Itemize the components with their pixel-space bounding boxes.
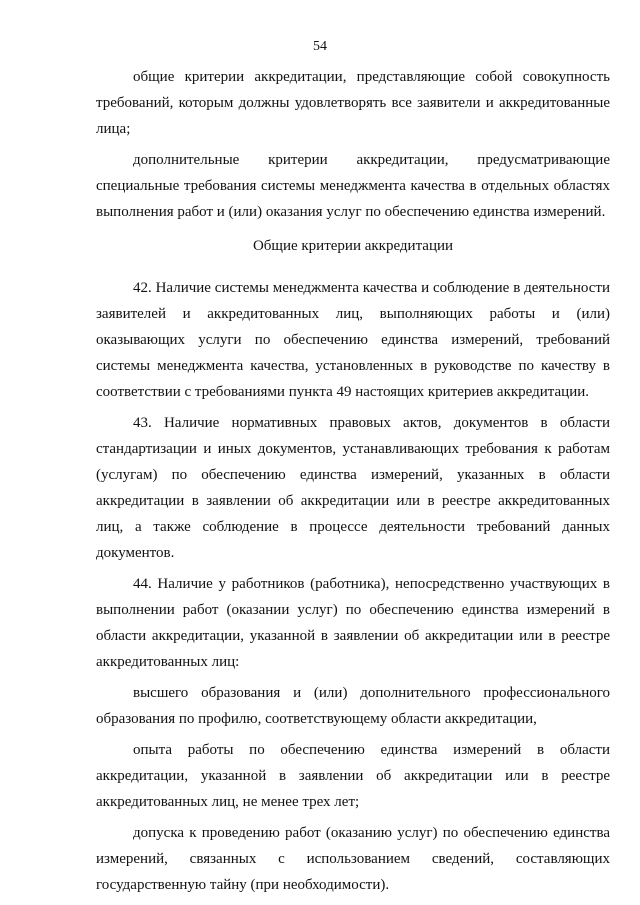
paragraph-higher-education: высшего образования и (или) дополнительного профессионального образования по профилю, соответствующему области аккредитации, xyxy=(96,685,610,727)
paragraph-item-43: 43. Наличие нормативных правовых актов, документов в области стандартизации и иных документов, устанавливающих требования к работам (услугам) по обеспечению единства измерений, указанных в области аккредитации в заявлении об аккредитации или в реестре аккредитованных лиц, а также соблюдение в процессе деятельности требований данных документов. xyxy=(96,415,610,561)
paragraph-work-experience: опыта работы по обеспечению единства измерений в области аккредитации, указанной в заявлении об аккредитации или в реестре аккредитованных лиц, не менее трех лет; xyxy=(96,742,610,810)
paragraph-clearance: допуска к проведению работ (оказанию услуг) по обеспечению единства измерений, связанных с использованием сведений, составляющих государственную тайну (при необходимости). xyxy=(96,825,610,893)
paragraph-item-44: 44. Наличие у работников (работника), непосредственно участвующих в выполнении работ (оказании услуг) по обеспечению единства измерений в области аккредитации, указанной в заявлении об аккредитации или в реестре аккредитованных лиц: xyxy=(96,576,610,670)
paragraph-additional-criteria: дополнительные критерии аккредитации, предусматривающие специальные требования системы менеджмента качества в отдельных областях выполнения работ и (или) оказания услуг по обеспечению единства измерений. xyxy=(96,152,610,220)
paragraph-item-42: 42. Наличие системы менеджмента качества и соблюдение в деятельности заявителей и аккредитованных лиц, выполняющих работы и (или) оказывающих услуги по обеспечению единства измерений, требований системы менеджмента качества, установленных в руководстве по качеству в соответствии с требованиями пункта 49 настоящих критериев аккредитации. xyxy=(96,280,610,400)
section-heading: Общие критерии аккредитации xyxy=(252,238,454,254)
paragraph-general-criteria: общие критерии аккредитации, представляющие собой совокупность требований, которым должны удовлетворять все заявители и аккредитованные лица; xyxy=(96,69,610,137)
page-number: 54 xyxy=(313,39,327,54)
document-body xyxy=(96,64,610,903)
